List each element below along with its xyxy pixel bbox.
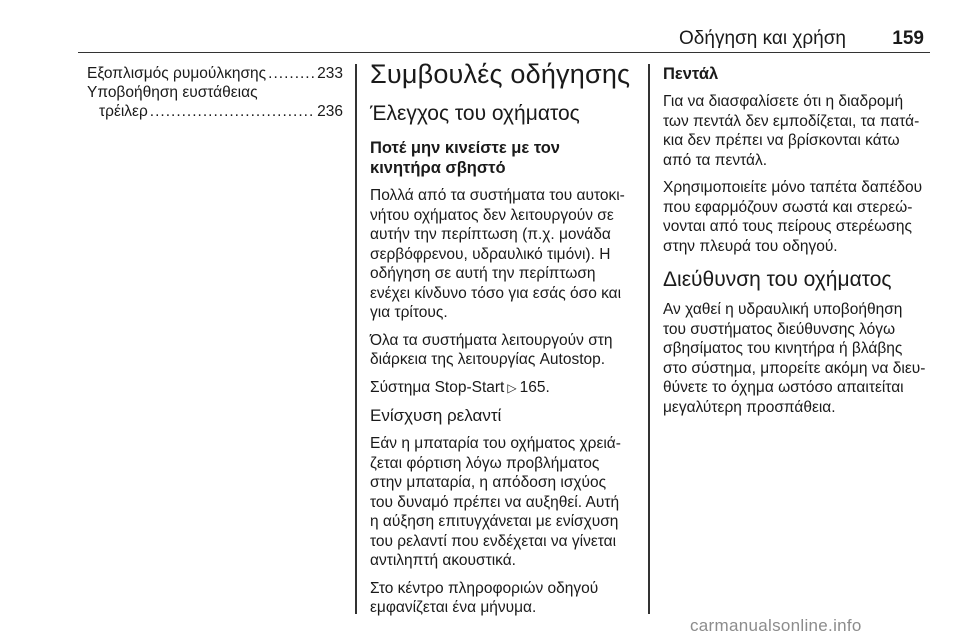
toc-entry-continuation[interactable] — [87, 102, 343, 121]
paragraph — [370, 434, 634, 571]
toc-leader — [150, 102, 315, 121]
running-title: Οδήγηση και χρήση — [679, 28, 846, 49]
text-line: στην πλευρά του οδηγού. — [663, 237, 838, 255]
text-line: διάρκεια της λειτουργίας Autostop. — [370, 351, 606, 368]
text-line: του ρελαντί που ενδέχεται να γίνεται — [370, 532, 617, 550]
paragraph — [370, 186, 634, 323]
subsection-title: Ενίσχυση ρελαντί — [370, 406, 502, 425]
content-column-middle — [370, 59, 634, 626]
toc-column — [87, 64, 343, 121]
chapter-title: Συμβουλές οδήγησης — [370, 59, 631, 89]
content-column-right — [663, 64, 931, 425]
text-line: στην μπαταρία, η απόδοση ισχύος — [370, 474, 607, 491]
text-line: Αν χαθεί η υδραυλική υποβοήθηση — [663, 301, 903, 318]
subsection-title: Πεντάλ — [663, 65, 719, 83]
toc-list — [87, 64, 343, 121]
page-reference-arrow-icon — [504, 379, 519, 396]
toc-entry[interactable] — [87, 83, 343, 102]
text-line: Όλα τα συστήματα λειτουργούν στη — [370, 331, 613, 349]
toc-entry-label: τρέιλερ — [99, 103, 148, 120]
section-title: Έλεγχος του οχήματος — [370, 102, 580, 125]
toc-entry-label: Εξοπλισμός ρυμούλκησης — [87, 65, 267, 82]
text-line: που εφαρμόζουν σωστά και στερεώ- — [663, 198, 913, 216]
column-divider — [355, 64, 357, 614]
subsection-title: Ποτέ μην κινείστε με τον κινητήρα σβηστό — [370, 139, 560, 177]
paragraph — [663, 178, 931, 256]
toc-entry[interactable] — [87, 64, 343, 83]
watermark: carmanualsonline.info — [690, 616, 862, 635]
toc-entry-page: 233 — [317, 65, 343, 82]
page-number: 159 — [892, 28, 924, 49]
paragraph — [370, 331, 634, 370]
text-line: μεγαλύτερη προσπάθεια. — [663, 398, 836, 416]
text-line: Πολλά από τα συστήματα του αυτοκι- — [370, 187, 625, 204]
text-line: νονται από τους πείρους στερέωσης — [663, 218, 912, 235]
column-divider — [648, 64, 650, 614]
toc-leader — [268, 64, 315, 83]
text-line: νήτου οχήματος δεν λειτουργούν σε — [370, 206, 614, 224]
text-line: σβησίματος του κινητήρα ή βλάβης — [663, 340, 903, 357]
text-line: η αύξηση επιτυγχάνεται με ενίσχυση — [370, 513, 619, 530]
section-title: Διεύθυνση του οχήματος — [663, 268, 892, 291]
toc-entry-label: Υποβοήθηση ευστάθειας — [87, 84, 258, 101]
text-line: για τρίτους. — [370, 304, 448, 321]
text-line: από τα πεντάλ. — [663, 151, 768, 169]
text-line: Χρησιμοποιείτε μόνο ταπέτα δαπέδου — [663, 179, 923, 196]
reference-text: Σύστημα Stop-Start — [370, 378, 505, 396]
text-line: Για να διασφαλίσετε ότι η διαδρομή — [663, 93, 904, 110]
text-line: αντιληπτή ακουστικά. — [370, 552, 516, 569]
text-line: κια δεν πρέπει να βρίσκονται κάτω — [663, 132, 900, 149]
toc-entry-page: 236 — [317, 103, 343, 120]
text-line: των πεντάλ δεν εμποδίζεται, τα πατά- — [663, 112, 920, 130]
page-header — [78, 28, 930, 53]
paragraph — [663, 300, 931, 417]
text-line: θύνετε το όχημα ωστόσο απαιτείται — [663, 379, 904, 396]
text-line: του δυναμό πρέπει να αυξηθεί. Αυτή — [370, 493, 620, 511]
text-line: Στο κέντρο πληροφοριών οδηγού — [370, 579, 599, 597]
reference-page: 165. — [519, 378, 550, 396]
text-line: σερβόφρενου, υδραυλικό τιμόνι). Η — [370, 245, 611, 263]
text-line: στο σύστημα, μπορείτε ακόμη να διευ- — [663, 359, 926, 377]
text-line: του συστήματος διεύθυνσης λόγω — [663, 320, 896, 338]
text-line: οδήγηση σε αυτή την περίπτωση — [370, 265, 596, 282]
paragraph — [370, 579, 634, 618]
text-line: ζεται φόρτιση λόγω προβλήματος — [370, 454, 600, 472]
text-line: αυτήν την περίπτωση (π.χ. μονάδα — [370, 226, 611, 243]
text-line: Εάν η μπαταρία του οχήματος χρειά- — [370, 435, 621, 452]
text-line: ενέχει κίνδυνο τόσο για εσάς όσο και — [370, 284, 622, 302]
cross-reference[interactable] — [370, 378, 634, 399]
paragraph — [663, 92, 931, 170]
text-line: εμφανίζεται ένα μήνυμα. — [370, 599, 537, 616]
